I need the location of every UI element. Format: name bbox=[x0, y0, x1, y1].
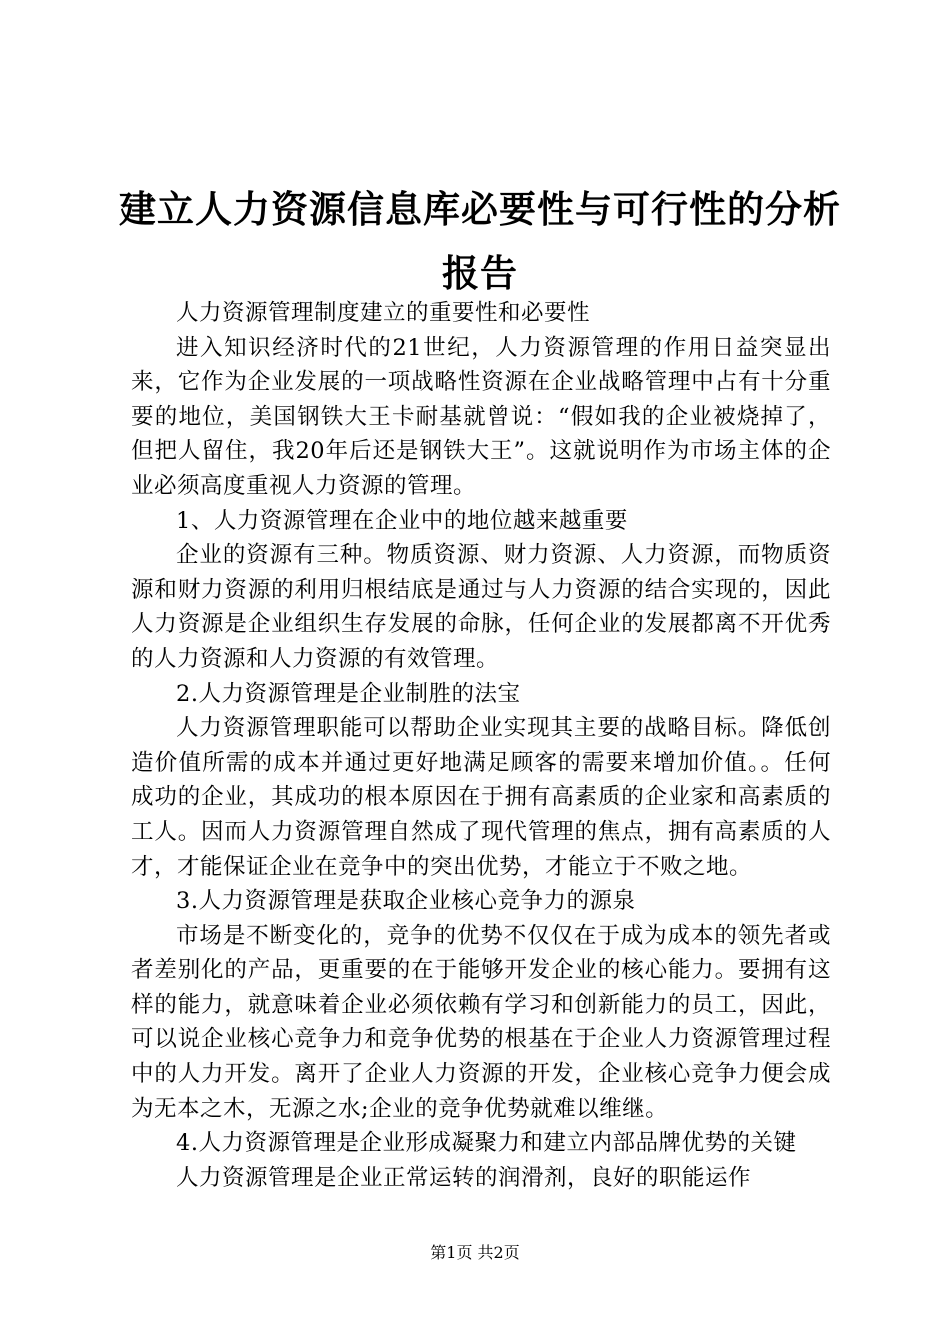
section-heading: 3.人力资源管理是获取企业核心竞争力的源泉 bbox=[176, 888, 636, 915]
paragraph: 市场是不断变化的，竞争的优势不仅仅在于成为成本的领先者或者差别化的产品，更重要的在于能够开发企业的核心能力。要拥有这样的能力，就意味着企业必须依赖有学习和创新能力的员工，因此，可以说企业核心竞争力和竞争优势的根基在于企业人力资源管理过程中的人力开发。离开了企业人力资源的开发，企业核心竞争力便会成为无本之木，无源之水;企业的竞争优势就难以维继。 bbox=[131, 922, 831, 1122]
section-heading: 2.人力资源管理是企业制胜的法宝 bbox=[176, 680, 521, 707]
page-footer: 第1页 共2页 bbox=[430, 1243, 520, 1262]
paragraph: 企业的资源有三种。物质资源、财力资源、人力资源，而物质资源和财力资源的利用归根结底是通过与人力资源的结合实现的，因此人力资源是企业组织生存发展的命脉，任何企业的发展都离不开优秀的人力资源和人力资源的有效管理。 bbox=[131, 542, 831, 672]
paragraph: 人力资源管理职能可以帮助企业实现其主要的战略目标。降低创造价值所需的成本并通过更好地满足顾客的需要来增加价值。。任何成功的企业，其成功的根本原因在于拥有高素质的企业家和高素质的工人。因而人力资源管理自然成了现代管理的焦点，拥有高素质的人才，才能保证企业在竞争中的突出优势，才能立于不败之地。 bbox=[131, 715, 831, 880]
paragraph: 人力资源管理是企业正常运转的润滑剂，良好的职能运作 bbox=[176, 1164, 752, 1191]
paragraph: 进入知识经济时代的21世纪，人力资源管理的作用日益突显出来，它作为企业发展的一项战略性资源在企业战略管理中占有十分重要的地位，美国钢铁大王卡耐基就曾说：“假如我的企业被烧掉了，但把人留住，我20年后还是钢铁大王”。这就说明作为市场主体的企业必须高度重视人力资源的管理。 bbox=[131, 334, 831, 499]
section-heading: 4.人力资源管理是企业形成凝聚力和建立内部品牌优势的关键 bbox=[176, 1130, 797, 1157]
document-body bbox=[131, 296, 831, 1195]
document-title: 建立人力资源信息库必要性与可行性的分析报告 bbox=[119, 188, 841, 295]
section-heading: 1、人力资源管理在企业中的地位越来越重要 bbox=[176, 507, 628, 534]
section-heading: 人力资源管理制度建立的重要性和必要性 bbox=[176, 300, 591, 326]
